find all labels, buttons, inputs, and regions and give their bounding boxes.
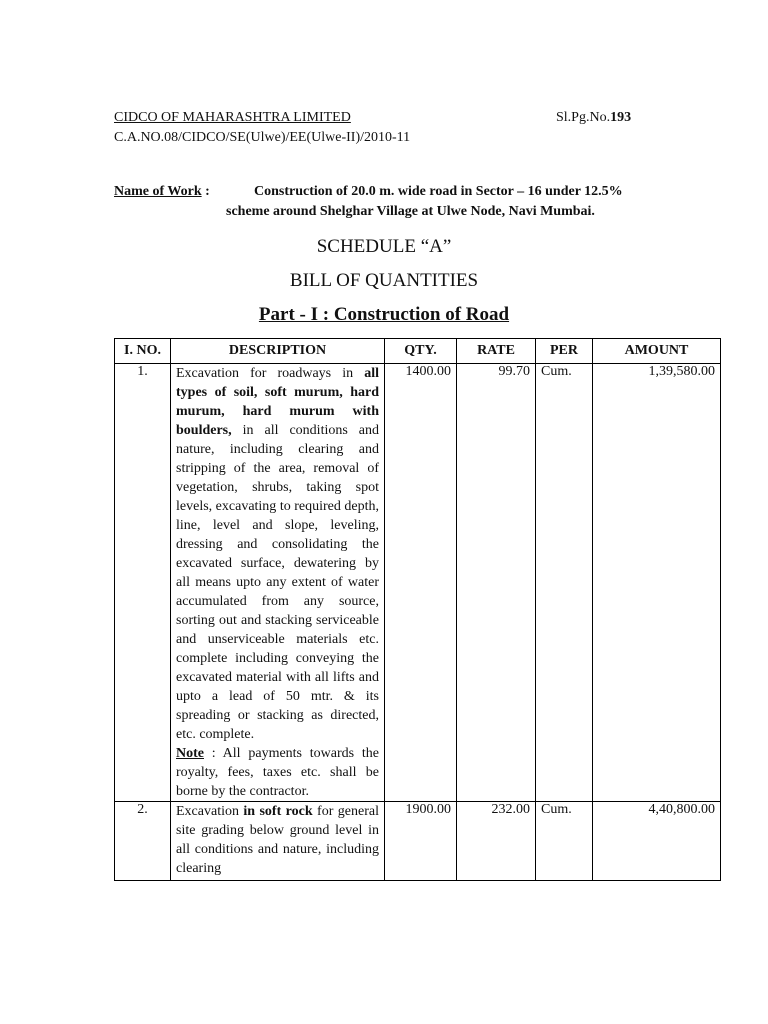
note-label: Note <box>176 746 204 761</box>
bill-of-quantities-table <box>114 338 721 881</box>
item-amount: 1,39,580.00 <box>593 364 721 802</box>
bill-title: BILL OF QUANTITIES <box>289 270 479 291</box>
sl-page-value: 193 <box>610 110 632 125</box>
table-row <box>115 802 721 881</box>
work-description-line-2: scheme around Shelghar Village at Ulwe Node, Navi Mumbai. <box>226 204 595 219</box>
item-description <box>171 364 385 802</box>
work-description-line-1: Construction of 20.0 m. wide road in Sector – 16 under 12.5% <box>254 184 623 199</box>
header-qty: QTY. <box>385 339 457 364</box>
header-rate: RATE <box>457 339 536 364</box>
sl-page-number <box>556 110 631 126</box>
item-number: 1. <box>115 364 171 802</box>
desc-bold: all types of soil, soft murum, hard murum, hard murum with boulders, <box>176 366 379 438</box>
header-per: PER <box>536 339 593 364</box>
item-qty: 1400.00 <box>385 364 457 802</box>
item-amount: 4,40,800.00 <box>593 802 721 881</box>
header-description: DESCRIPTION <box>171 339 385 364</box>
part-title: Part - I : Construction of Road <box>258 304 510 325</box>
name-of-work-text: Name of Work <box>114 184 202 199</box>
desc-prefix: Excavation <box>176 804 244 819</box>
item-rate: 232.00 <box>457 802 536 881</box>
item-per: Cum. <box>536 802 593 881</box>
header-item-no: I. NO. <box>115 339 171 364</box>
sl-page-label: Sl.Pg.No. <box>556 110 611 125</box>
note-text: : All payments towards the royalty, fees, taxes etc. shall be borne by the contractor. <box>176 746 379 799</box>
desc-prefix: Excavation for roadways in <box>176 366 365 381</box>
item-number: 2. <box>115 802 171 881</box>
schedule-title: SCHEDULE “A” <box>316 236 452 257</box>
name-of-work-label: Name of Work : <box>114 184 210 199</box>
desc-suffix: for general site grading below ground level in all conditions and nature, including clearing <box>176 804 379 876</box>
desc-suffix: in all conditions and nature, including clearing and stripping of the area, removal of vegetation, shrubs, taking spot levels, excavating to required depth, line, level and slope, leveling, dressing and consolidating the excavated surface, dewatering by all means upto any extent of water accumulated from any source, sorting out and stacking serviceable and unserviceable materials etc. complete including conveying the excavated material with all lifts and upto a lead of 50 mtr. & its spreading or stacking as directed, etc. complete. <box>176 423 379 742</box>
header-amount: AMOUNT <box>593 339 721 364</box>
item-per: Cum. <box>536 364 593 802</box>
desc-bold: in soft rock <box>243 804 313 819</box>
contract-number: C.A.NO.08/CIDCO/SE(Ulwe)/EE(Ulwe-II)/2010-11 <box>114 130 411 145</box>
item-description <box>171 802 385 881</box>
table-header-row <box>115 339 721 364</box>
table-row <box>115 364 721 802</box>
item-qty: 1900.00 <box>385 802 457 881</box>
item-rate: 99.70 <box>457 364 536 802</box>
organization-name: CIDCO OF MAHARASHTRA LIMITED <box>114 110 351 125</box>
